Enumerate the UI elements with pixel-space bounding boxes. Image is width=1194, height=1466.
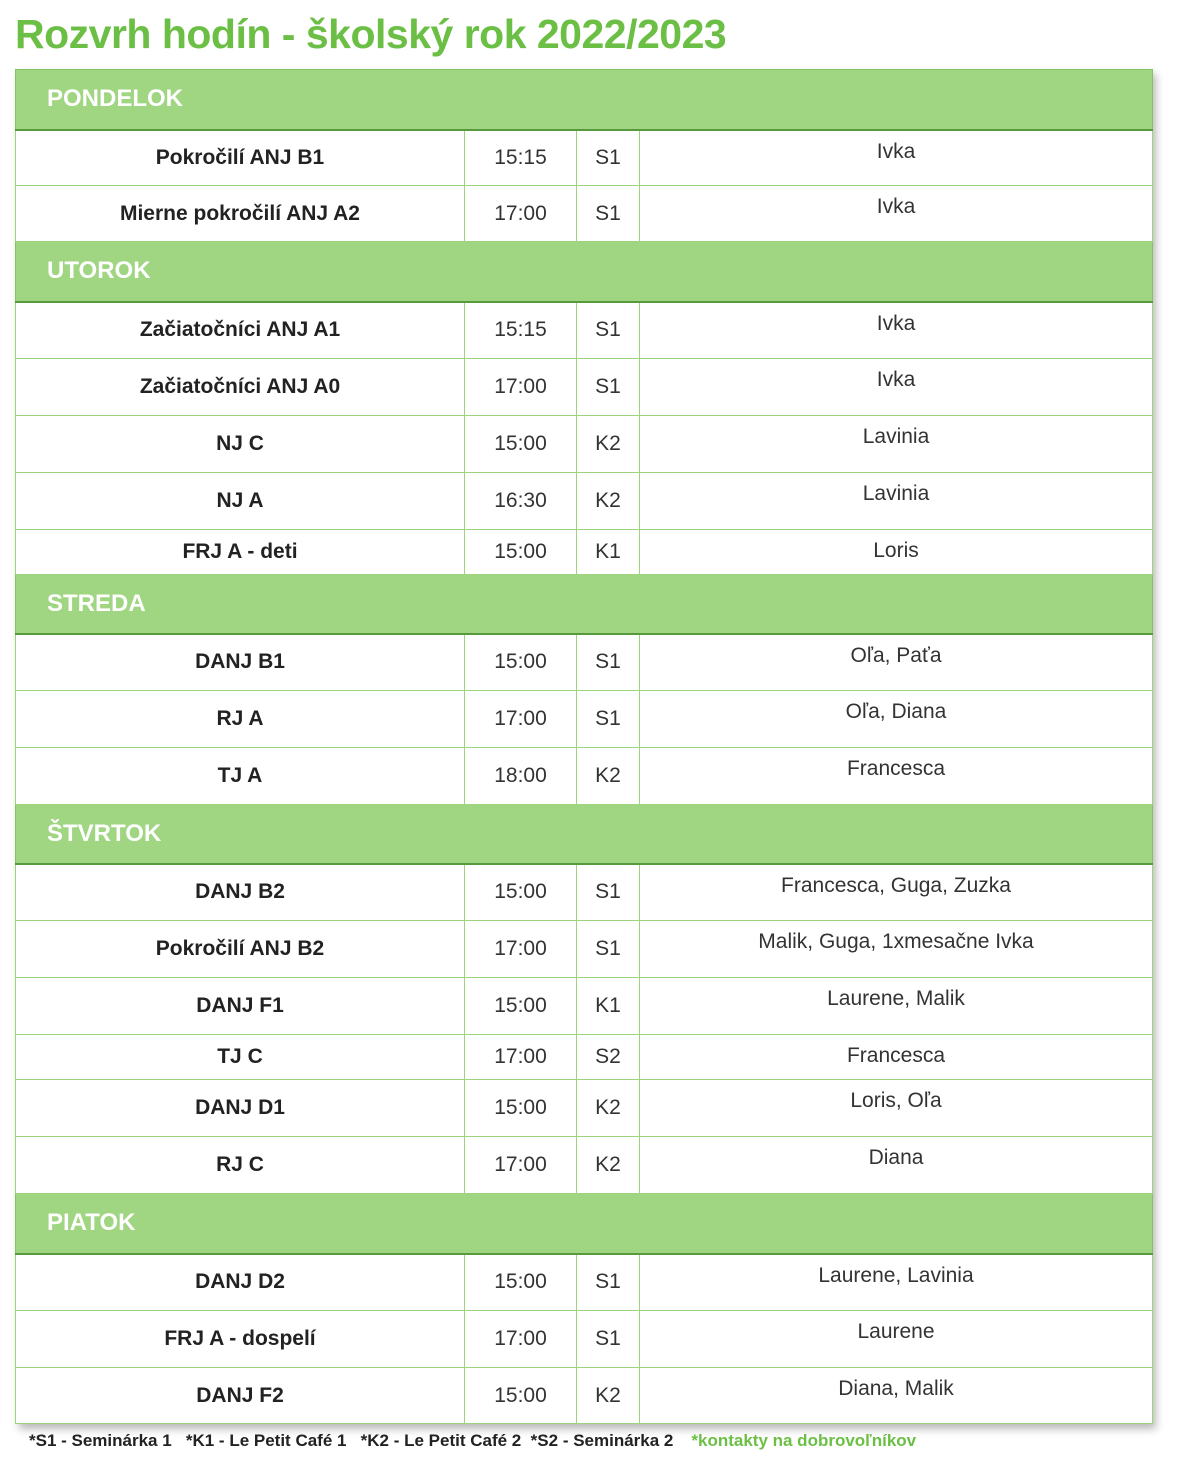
day-header-row [16,70,1153,130]
table-row [16,130,1153,186]
table-row [16,416,1153,473]
teacher-cell: Diana, Malik [640,1368,1153,1424]
course-cell: Pokročilí ANJ B2 [16,921,465,978]
table-row [16,1137,1153,1194]
course-cell: DANJ B1 [16,634,465,691]
table-row [16,691,1153,748]
course-cell: FRJ A - dospelí [16,1311,465,1368]
room-cell: S1 [577,359,640,416]
course-cell: RJ C [16,1137,465,1194]
room-cell: S1 [577,130,640,186]
teacher-cell: Francesca [640,1035,1153,1080]
teacher-cell: Francesca, Guga, Zuzka [640,864,1153,921]
room-cell: K1 [577,530,640,575]
room-cell: K2 [577,1368,640,1424]
room-cell: S1 [577,1254,640,1311]
table-row [16,1311,1153,1368]
time-cell: 18:00 [465,748,577,805]
room-cell: S1 [577,634,640,691]
time-cell: 17:00 [465,921,577,978]
time-cell: 17:00 [465,691,577,748]
teacher-cell: Diana [640,1137,1153,1194]
table-row [16,864,1153,921]
teacher-cell: Lavinia [640,473,1153,530]
teacher-cell: Ivka [640,186,1153,242]
table-row [16,748,1153,805]
room-cell: K2 [577,473,640,530]
table-row [16,302,1153,359]
course-cell: DANJ F2 [16,1368,465,1424]
time-cell: 15:00 [465,1254,577,1311]
course-cell: FRJ A - deti [16,530,465,575]
table-row [16,634,1153,691]
table-row [16,186,1153,242]
time-cell: 17:00 [465,1311,577,1368]
schedule-table [15,69,1153,1424]
teacher-cell: Oľa, Paťa [640,634,1153,691]
day-header-row [16,805,1153,864]
room-cell: K2 [577,1137,640,1194]
teacher-cell: Laurene, Lavinia [640,1254,1153,1311]
course-cell: TJ A [16,748,465,805]
teacher-cell: Oľa, Diana [640,691,1153,748]
course-cell: Mierne pokročilí ANJ A2 [16,186,465,242]
time-cell: 15:00 [465,634,577,691]
room-cell: S1 [577,186,640,242]
time-cell: 15:00 [465,1080,577,1137]
time-cell: 17:00 [465,1035,577,1080]
table-row [16,473,1153,530]
day-name: PONDELOK [16,70,1153,130]
time-cell: 17:00 [465,359,577,416]
teacher-cell: Lavinia [640,416,1153,473]
day-header-row [16,575,1153,634]
time-cell: 17:00 [465,186,577,242]
room-cell: K2 [577,1080,640,1137]
table-row [16,359,1153,416]
room-cell: K2 [577,416,640,473]
course-cell: Začiatočníci ANJ A1 [16,302,465,359]
teacher-cell: Ivka [640,130,1153,186]
room-cell: S1 [577,302,640,359]
teacher-cell: Laurene, Malik [640,978,1153,1035]
course-cell: Pokročilí ANJ B1 [16,130,465,186]
course-cell: DANJ D2 [16,1254,465,1311]
room-cell: K2 [577,748,640,805]
day-name: STREDA [16,575,1153,634]
room-cell: S2 [577,1035,640,1080]
schedule-table-container [15,69,1152,1424]
room-cell: K1 [577,978,640,1035]
table-row [16,1080,1153,1137]
course-cell: DANJ F1 [16,978,465,1035]
room-cell: S1 [577,691,640,748]
day-name: ŠTVRTOK [16,805,1153,864]
table-row [16,1254,1153,1311]
table-row [16,530,1153,575]
time-cell: 15:00 [465,530,577,575]
teacher-cell: Francesca [640,748,1153,805]
room-cell: S1 [577,921,640,978]
room-cell: S1 [577,1311,640,1368]
table-row [16,1368,1153,1424]
footer-legend [29,1431,916,1451]
volunteer-contacts-link[interactable]: *kontakty na dobrovoľníkov [691,1431,917,1450]
course-cell: NJ C [16,416,465,473]
table-row [16,978,1153,1035]
teacher-cell: Ivka [640,302,1153,359]
day-header-row [16,242,1153,302]
day-header-row [16,1194,1153,1254]
course-cell: RJ A [16,691,465,748]
teacher-cell: Ivka [640,359,1153,416]
course-cell: NJ A [16,473,465,530]
teacher-cell: Loris [640,530,1153,575]
time-cell: 15:00 [465,978,577,1035]
time-cell: 15:00 [465,416,577,473]
day-name: UTOROK [16,242,1153,302]
course-cell: TJ C [16,1035,465,1080]
time-cell: 17:00 [465,1137,577,1194]
table-row [16,1035,1153,1080]
teacher-cell: Laurene [640,1311,1153,1368]
table-row [16,921,1153,978]
teacher-cell: Loris, Oľa [640,1080,1153,1137]
time-cell: 15:00 [465,1368,577,1424]
room-cell: S1 [577,864,640,921]
course-cell: Začiatočníci ANJ A0 [16,359,465,416]
time-cell: 15:00 [465,864,577,921]
time-cell: 16:30 [465,473,577,530]
page-title: Rozvrh hodín - školský rok 2022/2023 [15,11,727,57]
day-name: PIATOK [16,1194,1153,1254]
course-cell: DANJ B2 [16,864,465,921]
time-cell: 15:15 [465,130,577,186]
time-cell: 15:15 [465,302,577,359]
teacher-cell: Malik, Guga, 1xmesačne Ivka [640,921,1153,978]
course-cell: DANJ D1 [16,1080,465,1137]
room-legend: *S1 - Seminárka 1 *K1 - Le Petit Café 1 *K2 - Le Petit Café 2 *S2 - Seminárka 2 [29,1431,674,1450]
